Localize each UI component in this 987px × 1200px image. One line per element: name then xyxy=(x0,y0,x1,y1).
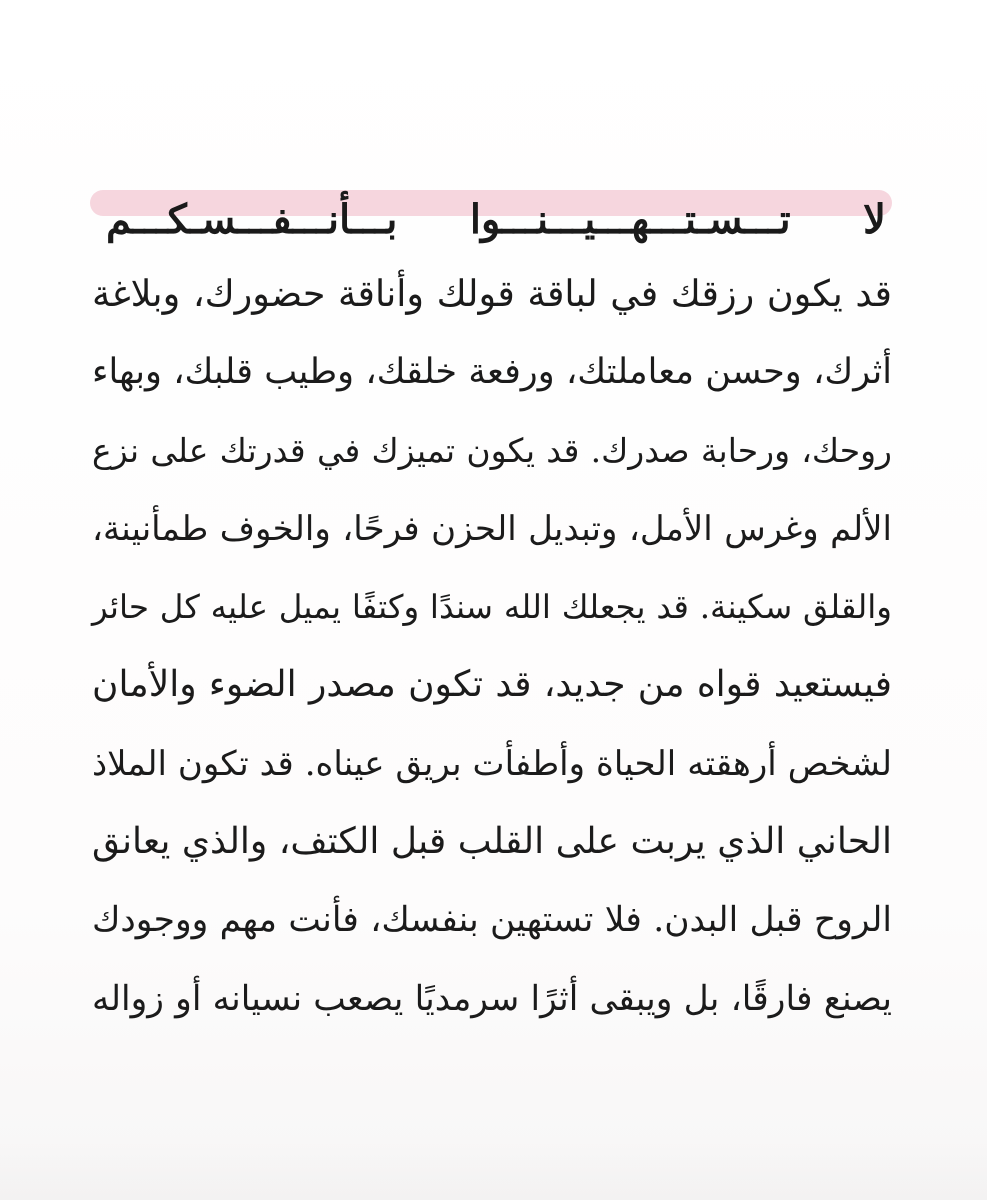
text-line: والقلق سكينة. قد يجعلك الله سندًا وكتفًا يميل عليه كل حائر xyxy=(92,588,892,627)
text-line: قد يكون رزقك في لباقة قولك وأناقة حضورك، وبلاغة xyxy=(92,272,892,315)
text-line: لشخص أرهقته الحياة وأطفأت بريق عيناه. قد تكون الملاذ xyxy=(92,743,892,784)
text-line: الروح قبل البدن. فلا تستهين بنفسك، فأنت مهم ووجودك xyxy=(92,900,892,941)
text-line: روحك، ورحابة صدرك. قد يكون تميزك في قدرتك على نزع xyxy=(92,430,892,470)
text-line: أثرك، وحسن معاملتك، ورفعة خلقك، وطيب قلبك، وبهاء xyxy=(92,352,892,393)
paragraph xyxy=(92,255,892,1038)
bottom-shadow xyxy=(0,1140,987,1200)
text-line: يصنع فارقًا، بل ويبقى أثرًا سرمديًا يصعب نسيانه أو زواله xyxy=(92,978,892,1019)
text-line: الألم وغرس الأمل، وتبديل الحزن فرحًا، والخوف طمأنينة، xyxy=(92,508,892,549)
text-line: الحاني الذي يربت على القلب قبل الكتف، والذي يعانق xyxy=(92,821,892,863)
page-title: لا تـــسـتـــهـــيـــنـــوا بـــأنـــفـــسـكـــم xyxy=(106,196,886,243)
text-line: فيستعيد قواه من جديد، قد تكون مصدر الضوء والأمان xyxy=(92,664,892,706)
title-block xyxy=(90,190,892,244)
